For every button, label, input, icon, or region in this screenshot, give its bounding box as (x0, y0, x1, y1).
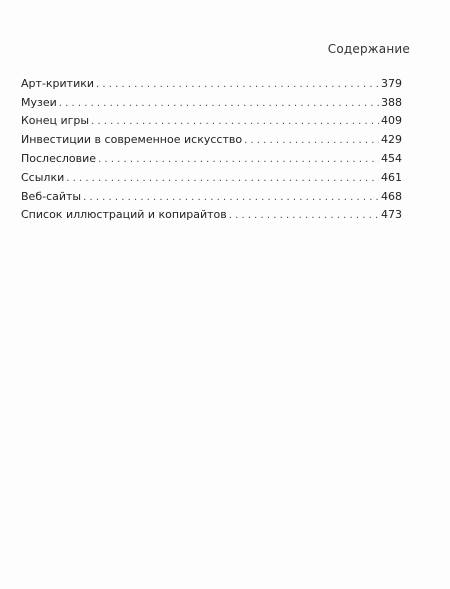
toc-group-main (21, 75, 402, 168)
toc-group-appendix (21, 169, 402, 225)
toc-entry-title: Ссылки (21, 171, 65, 184)
toc-entry-page: 454 (381, 151, 402, 165)
toc-entry (21, 150, 402, 169)
toc-entry (21, 112, 402, 131)
dot-leader (91, 113, 379, 132)
dot-leader (83, 189, 379, 208)
toc-entry-title: Список иллюстраций и копирайтов (21, 208, 227, 222)
dot-leader (96, 76, 379, 95)
toc-entry-page: 468 (381, 189, 402, 203)
dot-leader (244, 132, 379, 151)
toc-entry (21, 169, 402, 188)
toc-entry-page: 388 (381, 95, 402, 109)
toc-entry-title: Инвестиции в современное искусство (21, 133, 243, 147)
toc-entry (21, 188, 402, 207)
dot-leader (229, 207, 379, 226)
toc-entry-page: 409 (381, 114, 402, 128)
toc-entry-title: Конец игры (21, 114, 90, 128)
toc-entry (21, 131, 402, 150)
toc-entry-page: 461 (381, 171, 402, 184)
dot-leader (66, 170, 379, 189)
toc-entry-title: Арт-критики (21, 77, 95, 90)
running-head: Содержание (327, 42, 410, 56)
dot-leader (59, 95, 379, 114)
toc-entry (21, 75, 402, 94)
toc-entry-title: Музеи (21, 95, 57, 109)
toc-entry (21, 206, 402, 225)
toc-entry-page: 429 (381, 133, 402, 147)
dot-leader (98, 151, 379, 170)
toc-entry-page: 473 (381, 208, 402, 222)
toc-entry-title: Веб-сайты (21, 189, 82, 203)
toc-entry-page: 379 (381, 77, 402, 90)
toc-entry (21, 94, 402, 113)
toc-entry-title: Послесловие (21, 151, 97, 165)
